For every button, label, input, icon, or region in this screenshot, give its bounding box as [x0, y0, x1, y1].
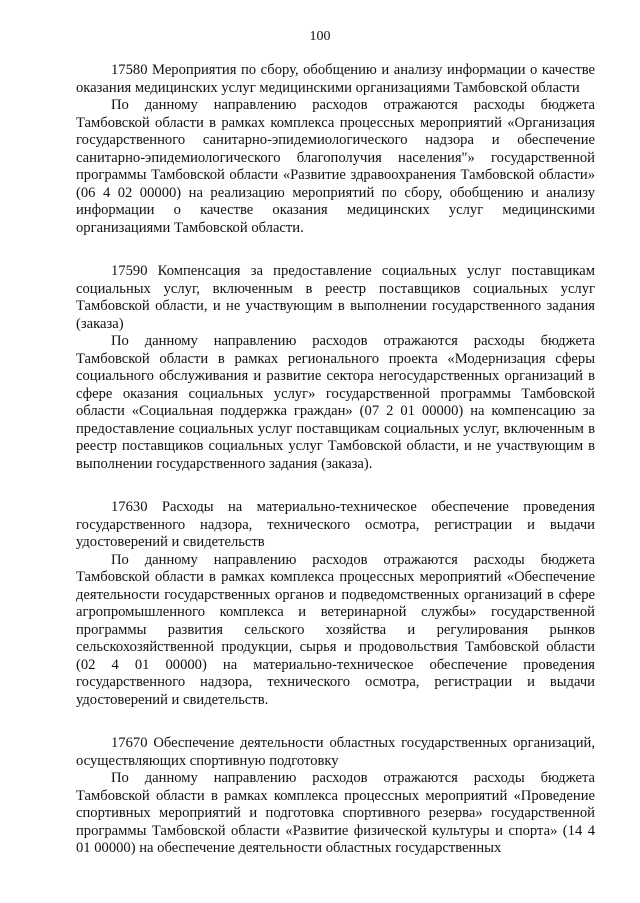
- section-17580: [76, 62, 595, 237]
- section-heading: 17670 Обеспечение деятельности областных государственных организаций, осуществляющих спортивную подготовку: [76, 735, 595, 769]
- section-body: По данному направлению расходов отражаются расходы бюджета Тамбовской области в рамках комплекса процессных мероприятий «Обеспечение деятельности государственных органов и подведомственных организаций в сфере агропромышленного комплекса и ветеринарной службы» государственной программы развития сельского хозяйства и регулирования рынков сельскохозяйственной продукции, сырья и продовольствия Тамбовской области (02 4 01 00000) на материально-техническое обеспечение проведения государственного надзора, технического осмотра, регистрации и выдачи удостоверений и свидетельств.: [76, 551, 595, 708]
- section-heading: 17590 Компенсация за предоставление социальных услуг поставщикам социальных услуг, включенным в реестр поставщиков социальных услуг Тамбовской области, и не участвующим в выполнении государственного задания (заказа): [76, 263, 595, 332]
- page-content: [76, 62, 595, 858]
- section-body: По данному направлению расходов отражаются расходы бюджета Тамбовской области в рамках комплекса процессных мероприятий «Проведение спортивных мероприятий и подготовка спортивного резерва» государственной программы Тамбовской области «Развитие физической культуры и спорта» (14 4 01 00000) на обеспечение деятельности областных государственных: [76, 770, 595, 856]
- section-body: По данному направлению расходов отражаются расходы бюджета Тамбовской области в рамках регионального проекта «Модернизация сферы социального обслуживания и развитие сектора негосударственных организаций в сфере оказания социальных услуг» государственной программы Тамбовской области «Социальная поддержка граждан» (07 2 01 00000) на компенсацию за предоставление социальных услуг поставщикам социальных услуг, включенным в реестр поставщиков социальных услуг Тамбовской области, и не участвующим в выполнении государственного задания (заказа).: [76, 333, 595, 472]
- page-number: 100: [309, 29, 331, 44]
- section-17630: [76, 499, 595, 709]
- section-heading: 17580 Мероприятия по сбору, обобщению и анализу информации о качестве оказания медицинских услуг медицинскими организациями Тамбовской области: [76, 62, 595, 96]
- section-17590: [76, 263, 595, 473]
- section-body: По данному направлению расходов отражаются расходы бюджета Тамбовской области в рамках комплекса процессных мероприятий «Организация государственного санитарно-эпидемиологического надзора и обеспечение санитарно-эпидемиологического благополучия населения"» государственной программы Тамбовской области «Развитие здравоохранения Тамбовской области» (06 4 02 00000) на реализацию мероприятий по сбору, обобщению и анализу информации о качестве оказания медицинских услуг медицинскими организациями Тамбовской области.: [76, 97, 595, 236]
- section-17670: [76, 735, 595, 858]
- section-heading: 17630 Расходы на материально-техническое обеспечение проведения государственного надзора, технического осмотра, регистрации и выдачи удостоверений и свидетельств: [76, 499, 595, 550]
